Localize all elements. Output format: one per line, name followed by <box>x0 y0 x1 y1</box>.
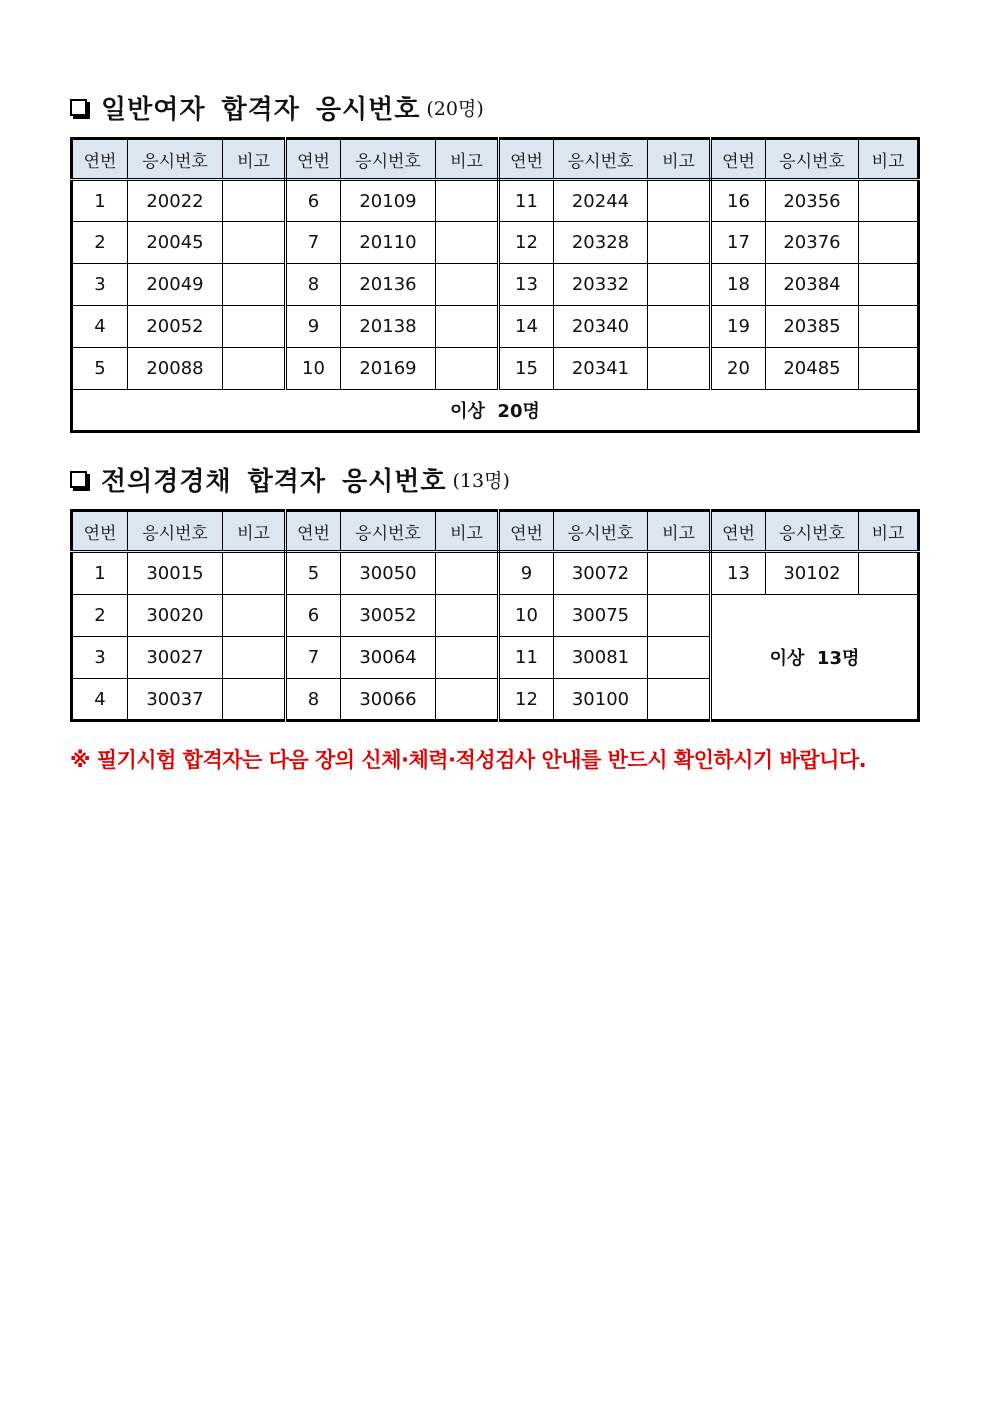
serial-cell: 13 <box>711 552 766 595</box>
serial-cell: 15 <box>499 348 554 390</box>
exam-number-cell: 20485 <box>766 348 859 390</box>
exam-number-cell: 30050 <box>341 552 436 595</box>
exam-number-cell: 20138 <box>341 306 436 348</box>
serial-cell: 13 <box>499 264 554 306</box>
serial-cell: 9 <box>286 306 341 348</box>
remarks-cell <box>223 552 286 595</box>
exam-number-cell: 20049 <box>128 264 223 306</box>
table-header-row <box>72 139 919 180</box>
exam-number-cell: 30020 <box>128 595 223 637</box>
header-exam-number: 응시번호 <box>128 511 223 552</box>
exam-number-cell: 20169 <box>341 348 436 390</box>
remarks-cell <box>648 595 711 637</box>
exam-number-cell: 30052 <box>341 595 436 637</box>
serial-cell: 1 <box>72 180 128 222</box>
exam-number-cell: 20088 <box>128 348 223 390</box>
serial-cell: 5 <box>286 552 341 595</box>
remarks-cell <box>859 348 919 390</box>
exam-number-cell: 30037 <box>128 679 223 721</box>
serial-cell: 7 <box>286 637 341 679</box>
remarks-cell <box>648 679 711 721</box>
serial-cell: 11 <box>499 637 554 679</box>
serial-cell: 10 <box>286 348 341 390</box>
serial-cell: 4 <box>72 679 128 721</box>
exam-number-cell: 20244 <box>554 180 648 222</box>
serial-cell: 14 <box>499 306 554 348</box>
remarks-cell <box>859 264 919 306</box>
header-remarks: 비고 <box>223 511 286 552</box>
exam-number-cell: 20328 <box>554 222 648 264</box>
exam-number-cell: 20340 <box>554 306 648 348</box>
serial-cell: 17 <box>711 222 766 264</box>
checkbox-square-icon <box>70 99 87 116</box>
serial-cell: 12 <box>499 679 554 721</box>
section1-heading <box>70 87 484 127</box>
remarks-cell <box>223 306 286 348</box>
remarks-cell <box>223 264 286 306</box>
exam-number-cell: 20384 <box>766 264 859 306</box>
header-serial: 연번 <box>711 511 766 552</box>
section2-count: (13명) <box>452 469 510 492</box>
header-serial: 연번 <box>286 139 341 180</box>
remarks-cell <box>223 679 286 721</box>
serial-cell: 20 <box>711 348 766 390</box>
serial-cell: 1 <box>72 552 128 595</box>
header-remarks: 비고 <box>648 139 711 180</box>
section2-title: 전의경경채 합격자 응시번호 <box>101 466 447 497</box>
header-exam-number: 응시번호 <box>766 511 859 552</box>
total-row <box>72 390 919 432</box>
serial-cell: 2 <box>72 595 128 637</box>
serial-cell: 12 <box>499 222 554 264</box>
remarks-cell <box>436 595 499 637</box>
serial-cell: 11 <box>499 180 554 222</box>
exam-number-cell: 30015 <box>128 552 223 595</box>
remarks-cell <box>436 306 499 348</box>
exam-number-cell: 20385 <box>766 306 859 348</box>
remarks-cell <box>436 552 499 595</box>
header-remarks: 비고 <box>436 511 499 552</box>
header-exam-number: 응시번호 <box>341 511 436 552</box>
remarks-cell <box>223 180 286 222</box>
exam-number-cell: 20045 <box>128 222 223 264</box>
remarks-cell <box>648 222 711 264</box>
table-row <box>72 222 919 264</box>
table-row <box>72 264 919 306</box>
exam-number-cell: 20376 <box>766 222 859 264</box>
remarks-cell <box>648 180 711 222</box>
remarks-cell <box>648 306 711 348</box>
serial-cell: 19 <box>711 306 766 348</box>
exam-number-cell: 20356 <box>766 180 859 222</box>
remarks-cell <box>436 348 499 390</box>
remarks-cell <box>859 180 919 222</box>
serial-cell: 8 <box>286 264 341 306</box>
table-row <box>72 552 919 595</box>
exam-number-cell: 20332 <box>554 264 648 306</box>
serial-cell: 10 <box>499 595 554 637</box>
exam-number-cell: 30100 <box>554 679 648 721</box>
remarks-cell <box>648 348 711 390</box>
serial-cell: 16 <box>711 180 766 222</box>
serial-cell: 2 <box>72 222 128 264</box>
remarks-cell <box>223 348 286 390</box>
header-remarks: 비고 <box>223 139 286 180</box>
serial-cell: 8 <box>286 679 341 721</box>
header-serial: 연번 <box>499 511 554 552</box>
remarks-cell <box>436 180 499 222</box>
serial-cell: 9 <box>499 552 554 595</box>
header-exam-number: 응시번호 <box>341 139 436 180</box>
header-exam-number: 응시번호 <box>766 139 859 180</box>
section1-count: (20명) <box>426 97 484 120</box>
header-exam-number: 응시번호 <box>554 139 648 180</box>
exam-number-cell: 20052 <box>128 306 223 348</box>
serial-cell: 6 <box>286 180 341 222</box>
table-row <box>72 180 919 222</box>
remarks-cell <box>859 552 919 595</box>
exam-number-cell: 30027 <box>128 637 223 679</box>
exam-number-cell: 30066 <box>341 679 436 721</box>
serial-cell: 7 <box>286 222 341 264</box>
serial-cell: 18 <box>711 264 766 306</box>
notice-text: ※ 필기시험 합격자는 다음 장의 신체·체력·적성검사 안내를 반드시 확인하시기 바랍니다. <box>70 748 867 772</box>
header-remarks: 비고 <box>436 139 499 180</box>
section1-table <box>70 137 920 433</box>
exam-number-cell: 30072 <box>554 552 648 595</box>
section1-title: 일반여자 합격자 응시번호 <box>101 94 421 125</box>
header-exam-number: 응시번호 <box>554 511 648 552</box>
header-remarks: 비고 <box>859 139 919 180</box>
checkbox-square-icon <box>70 471 87 488</box>
exam-number-cell: 30102 <box>766 552 859 595</box>
remarks-cell <box>648 637 711 679</box>
remarks-cell <box>859 306 919 348</box>
serial-cell: 3 <box>72 264 128 306</box>
remarks-cell <box>223 595 286 637</box>
remarks-cell <box>223 222 286 264</box>
remarks-cell <box>436 679 499 721</box>
header-serial: 연번 <box>72 511 128 552</box>
serial-cell: 5 <box>72 348 128 390</box>
table-row <box>72 595 919 637</box>
section2-heading <box>70 459 510 499</box>
remarks-cell <box>436 222 499 264</box>
exam-number-cell: 20136 <box>341 264 436 306</box>
remarks-cell <box>859 222 919 264</box>
header-remarks: 비고 <box>859 511 919 552</box>
section2-table <box>70 509 920 722</box>
exam-number-cell: 20109 <box>341 180 436 222</box>
exam-number-cell: 20110 <box>341 222 436 264</box>
table-row <box>72 348 919 390</box>
remarks-cell <box>223 637 286 679</box>
remarks-cell <box>648 264 711 306</box>
exam-number-cell: 30064 <box>341 637 436 679</box>
header-exam-number: 응시번호 <box>128 139 223 180</box>
header-remarks: 비고 <box>648 511 711 552</box>
serial-cell: 4 <box>72 306 128 348</box>
exam-number-cell: 30081 <box>554 637 648 679</box>
remarks-cell <box>436 637 499 679</box>
serial-cell: 6 <box>286 595 341 637</box>
header-serial: 연번 <box>711 139 766 180</box>
remarks-cell <box>436 264 499 306</box>
exam-number-cell: 20341 <box>554 348 648 390</box>
exam-number-cell: 20022 <box>128 180 223 222</box>
total-count: 이상 20명 <box>72 390 919 432</box>
header-serial: 연번 <box>72 139 128 180</box>
total-count: 이상 13명 <box>711 595 919 721</box>
header-serial: 연번 <box>499 139 554 180</box>
exam-number-cell: 30075 <box>554 595 648 637</box>
table-row <box>72 306 919 348</box>
serial-cell: 3 <box>72 637 128 679</box>
table-header-row <box>72 511 919 552</box>
remarks-cell <box>648 552 711 595</box>
header-serial: 연번 <box>286 511 341 552</box>
